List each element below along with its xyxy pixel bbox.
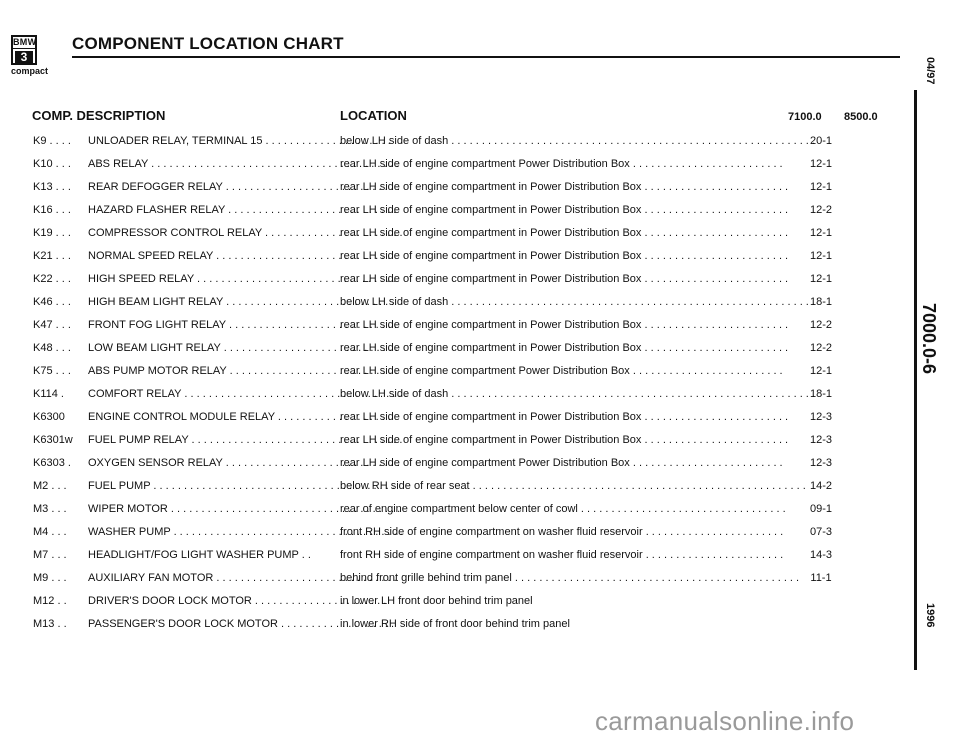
table-row bbox=[0, 268, 910, 291]
row-ref-7100: 12-3 bbox=[809, 457, 833, 469]
row-component-id: K21 . . . bbox=[33, 250, 71, 262]
column-header-8500: 8500.0 bbox=[844, 111, 878, 123]
component-table bbox=[0, 130, 910, 636]
row-ref-7100: 12-1 bbox=[809, 158, 833, 170]
table-row bbox=[0, 176, 910, 199]
column-header-location: LOCATION bbox=[340, 108, 407, 123]
row-description: UNLOADER RELAY, TERMINAL 15 . . . . . . . . . . . . . . . . . . . . . bbox=[88, 135, 391, 147]
row-component-id: K9 . . . . bbox=[33, 135, 71, 147]
row-description: FUEL PUMP . . . . . . . . . . . . . . . . . . . . . . . . . . . . . . . . . . . . . . . . bbox=[88, 480, 395, 492]
row-description: REAR DEFOGGER RELAY . . . . . . . . . . . . . . . . . . . . . . . . . . . . . bbox=[88, 181, 400, 193]
row-ref-7100: 12-3 bbox=[809, 434, 833, 446]
table-row bbox=[0, 314, 910, 337]
row-location: in lower RH side of front door behind trim panel bbox=[340, 618, 570, 630]
row-component-id: M4 . . . bbox=[33, 526, 67, 538]
row-location: rear LH side of engine compartment in Power Distribution Box . . . . . . . . . . . . . . . . . . . . . . . . bbox=[340, 204, 789, 216]
side-date: 04/97 bbox=[924, 54, 936, 88]
row-description: LOW BEAM LIGHT RELAY . . . . . . . . . . . . . . . . . . . . . . . . . . . . . bbox=[88, 342, 398, 354]
row-ref-7100: 14-2 bbox=[809, 480, 833, 492]
title-rule bbox=[72, 56, 900, 58]
side-page-number: 7000.0-6 bbox=[918, 300, 939, 377]
row-location: below LH side of dash . . . . . . . . . . . . . . . . . . . . . . . . . . . . . . . . . . . . . . . . . . . . . . . . . . . . . . . . . . . . bbox=[340, 388, 815, 400]
row-component-id: K47 . . . bbox=[33, 319, 71, 331]
row-ref-7100: 18-1 bbox=[809, 296, 833, 308]
row-component-id: M9 . . . bbox=[33, 572, 67, 584]
row-description: WASHER PUMP . . . . . . . . . . . . . . . . . . . . . . . . . . . . . . . . . . . . . . bbox=[88, 526, 403, 538]
table-row bbox=[0, 613, 910, 636]
row-component-id: K6303 . bbox=[33, 457, 71, 469]
row-component-id: K13 . . . bbox=[33, 181, 71, 193]
side-year: 1996 bbox=[924, 600, 936, 630]
side-index-bar bbox=[914, 90, 917, 670]
table-row bbox=[0, 360, 910, 383]
row-ref-7100: 18-1 bbox=[809, 388, 833, 400]
row-component-id: K75 . . . bbox=[33, 365, 71, 377]
row-ref-7100: 12-1 bbox=[809, 365, 833, 377]
row-ref-7100: 12-1 bbox=[809, 250, 833, 262]
row-description: HEADLIGHT/FOG LIGHT WASHER PUMP . . bbox=[88, 549, 311, 561]
table-row bbox=[0, 406, 910, 429]
row-description: COMPRESSOR CONTROL RELAY . . . . . . . . . . . . . . . . . . . . . . . bbox=[88, 227, 403, 239]
row-ref-7100: 14-3 bbox=[809, 549, 833, 561]
bmw-3-compact-logo bbox=[11, 35, 63, 76]
row-ref-7100: 09-1 bbox=[809, 503, 833, 515]
row-component-id: K10 . . . bbox=[33, 158, 71, 170]
row-component-id: K46 . . . bbox=[33, 296, 71, 308]
row-description: DRIVER'S DOOR LOCK MOTOR . . . . . . . . . . . . . . . . . . . . . . bbox=[88, 595, 387, 607]
row-component-id: K114 . bbox=[33, 388, 64, 400]
row-component-id: K22 . . . bbox=[33, 273, 71, 285]
row-location: rear of engine compartment below center of cowl . . . . . . . . . . . . . . . . . . . . . . . . . . . . . . . . . . bbox=[340, 503, 786, 515]
row-ref-7100: 12-2 bbox=[809, 204, 833, 216]
table-row bbox=[0, 245, 910, 268]
row-component-id: M13 . . bbox=[33, 618, 67, 630]
table-row bbox=[0, 452, 910, 475]
table-row bbox=[0, 337, 910, 360]
row-ref-7100: 12-2 bbox=[809, 319, 833, 331]
row-location: rear LH side of engine compartment in Power Distribution Box . . . . . . . . . . . . . . . . . . . . . . . . bbox=[340, 250, 789, 262]
row-location: rear LH side of engine compartment in Power Distribution Box . . . . . . . . . . . . . . . . . . . . . . . . bbox=[340, 181, 789, 193]
row-ref-7100: 12-1 bbox=[809, 273, 833, 285]
row-component-id: M12 . . bbox=[33, 595, 67, 607]
table-row bbox=[0, 429, 910, 452]
table-row bbox=[0, 222, 910, 245]
row-component-id: K6301w bbox=[33, 434, 73, 446]
page-title: COMPONENT LOCATION CHART bbox=[72, 34, 344, 53]
row-component-id: M2 . . . bbox=[33, 480, 67, 492]
table-row bbox=[0, 475, 910, 498]
table-row bbox=[0, 590, 910, 613]
row-location: below LH side of dash . . . . . . . . . . . . . . . . . . . . . . . . . . . . . . . . . . . . . . . . . . . . . . . . . . . . . . . . . . . . bbox=[340, 296, 815, 308]
table-row bbox=[0, 521, 910, 544]
row-description: NORMAL SPEED RELAY . . . . . . . . . . . . . . . . . . . . . . . . . . . . . bbox=[88, 250, 391, 262]
table-row bbox=[0, 498, 910, 521]
column-header-7100: 7100.0 bbox=[788, 111, 822, 123]
logo-brand-text: BMW bbox=[13, 37, 37, 47]
row-description: HIGH SPEED RELAY . . . . . . . . . . . . . . . . . . . . . . . . . . . . . . . . . bbox=[88, 273, 396, 285]
row-location: rear LH side of engine compartment in Power Distribution Box . . . . . . . . . . . . . . . . . . . . . . . . bbox=[340, 273, 789, 285]
row-location: rear LH side of engine compartment in Power Distribution Box . . . . . . . . . . . . . . . . . . . . . . . . bbox=[340, 411, 789, 423]
table-row bbox=[0, 199, 910, 222]
row-ref-7100: 20-1 bbox=[809, 135, 833, 147]
row-component-id: M3 . . . bbox=[33, 503, 67, 515]
table-row bbox=[0, 544, 910, 567]
row-ref-7100: 07-3 bbox=[809, 526, 833, 538]
row-description: PASSENGER'S DOOR LOCK MOTOR . . . . . . . . . . . . . . . . . . . bbox=[88, 618, 395, 630]
row-location: rear LH side of engine compartment in Power Distribution Box . . . . . . . . . . . . . . . . . . . . . . . . bbox=[340, 227, 789, 239]
logo-series: 3 bbox=[15, 51, 33, 64]
row-description: ENGINE CONTROL MODULE RELAY . . . . . . . . . . . . . . . . . . . bbox=[88, 411, 391, 423]
row-description: OXYGEN SENSOR RELAY . . . . . . . . . . . . . . . . . . . . . . . . . . . . . bbox=[88, 457, 400, 469]
table-row bbox=[0, 130, 910, 153]
row-location: rear LH side of engine compartment Power Distribution Box . . . . . . . . . . . . . . . . . . . . . . . . . bbox=[340, 158, 783, 170]
row-location: behind front grille behind trim panel . . . . . . . . . . . . . . . . . . . . . . . . . . . . . . . . . . . . . . . . . . . . . . . bbox=[340, 572, 800, 584]
logo-subtitle: compact bbox=[11, 66, 49, 76]
watermark: carmanualsonline.info bbox=[595, 706, 855, 736]
row-ref-7100: 11-1 bbox=[810, 572, 832, 584]
column-header-comp-description: COMP. DESCRIPTION bbox=[32, 108, 166, 123]
row-component-id: M7 . . . bbox=[33, 549, 67, 561]
row-description: WIPER MOTOR . . . . . . . . . . . . . . . . . . . . . . . . . . . . . . . . . . . . . . bbox=[88, 503, 401, 515]
row-location: rear LH side of engine compartment in Power Distribution Box . . . . . . . . . . . . . . . . . . . . . . . . bbox=[340, 342, 789, 354]
row-description: FRONT FOG LIGHT RELAY . . . . . . . . . . . . . . . . . . . . . . . . . . . . bbox=[88, 319, 398, 331]
row-component-id: K48 . . . bbox=[33, 342, 71, 354]
row-location: below RH side of rear seat . . . . . . . . . . . . . . . . . . . . . . . . . . . . . . . . . . . . . . . . . . . . . . . . . . . . . . . bbox=[340, 480, 806, 492]
row-ref-7100: 12-1 bbox=[809, 227, 833, 239]
row-description: HAZARD FLASHER RELAY . . . . . . . . . . . . . . . . . . . . . . . . . . . . bbox=[88, 204, 397, 216]
row-component-id: K19 . . . bbox=[33, 227, 71, 239]
row-component-id: K6300 bbox=[33, 411, 65, 423]
row-location: in lower LH front door behind trim panel bbox=[340, 595, 533, 607]
row-location: front RH side of engine compartment on washer fluid reservoir . . . . . . . . . . . . . . . . . . . . . . . bbox=[340, 526, 784, 538]
row-location: rear LH side of engine compartment in Power Distribution Box . . . . . . . . . . . . . . . . . . . . . . . . bbox=[340, 319, 789, 331]
table-row bbox=[0, 567, 910, 590]
row-ref-7100: 12-3 bbox=[809, 411, 833, 423]
table-row bbox=[0, 291, 910, 314]
row-ref-7100: 12-2 bbox=[809, 342, 833, 354]
row-description: ABS RELAY . . . . . . . . . . . . . . . . . . . . . . . . . . . . . . . . . . . . . . . . . bbox=[88, 158, 399, 170]
row-location: rear LH side of engine compartment Power Distribution Box . . . . . . . . . . . . . . . . . . . . . . . . . bbox=[340, 365, 783, 377]
bmw-badge bbox=[11, 35, 37, 65]
table-row bbox=[0, 383, 910, 406]
row-location: below LH side of dash . . . . . . . . . . . . . . . . . . . . . . . . . . . . . . . . . . . . . . . . . . . . . . . . . . . . . . . . . . . . bbox=[340, 135, 815, 147]
table-row bbox=[0, 153, 910, 176]
row-location: rear LH side of engine compartment Power Distribution Box . . . . . . . . . . . . . . . . . . . . . . . . . bbox=[340, 457, 783, 469]
row-description: ABS PUMP MOTOR RELAY . . . . . . . . . . . . . . . . . . . . . . . . . . . . bbox=[88, 365, 398, 377]
row-description: FUEL PUMP RELAY . . . . . . . . . . . . . . . . . . . . . . . . . . . . . . . . . . . bbox=[88, 434, 403, 446]
row-component-id: K16 . . . bbox=[33, 204, 71, 216]
row-description: AUXILIARY FAN MOTOR . . . . . . . . . . . . . . . . . . . . . . . . . . . . . . bbox=[88, 572, 397, 584]
row-ref-7100: 12-1 bbox=[809, 181, 833, 193]
row-location: front RH side of engine compartment on washer fluid reservoir . . . . . . . . . . . . . . . . . . . . . . . bbox=[340, 549, 784, 561]
row-location: rear LH side of engine compartment in Power Distribution Box . . . . . . . . . . . . . . . . . . . . . . . . bbox=[340, 434, 789, 446]
row-description: HIGH BEAM LIGHT RELAY . . . . . . . . . . . . . . . . . . . . . . . . . . . . bbox=[88, 296, 395, 308]
row-description: COMFORT RELAY . . . . . . . . . . . . . . . . . . . . . . . . . . . . . . . . . . . . . bbox=[88, 388, 408, 400]
